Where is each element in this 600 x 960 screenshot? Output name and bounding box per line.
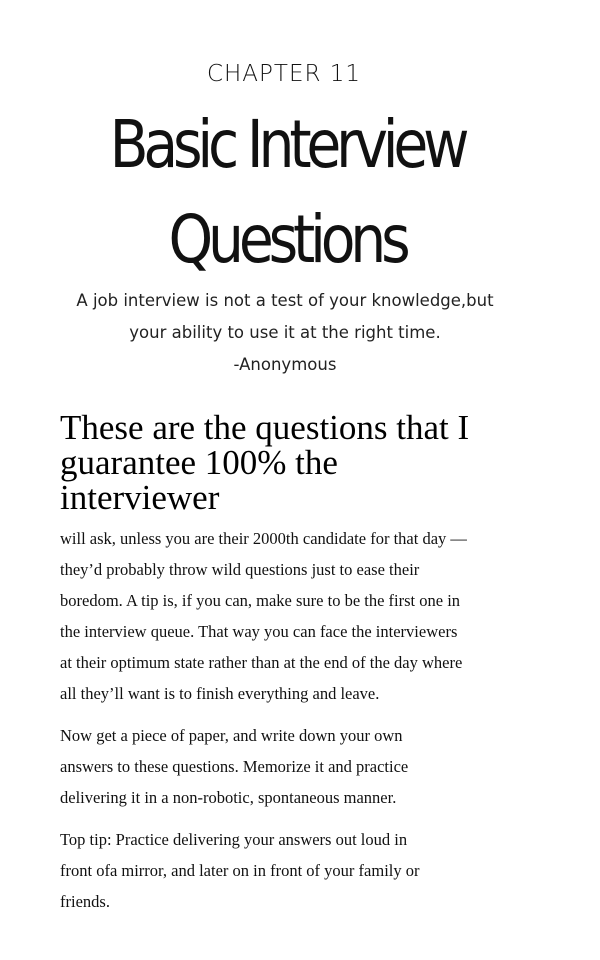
chapter-label: CHAPTER 11	[206, 61, 362, 87]
text-line: front ofa mirror, and later on in front of your family or	[60, 861, 420, 880]
section-heading-line: interviewer	[60, 478, 220, 517]
text-line: Now get a piece of paper, and write down your own	[60, 726, 403, 745]
epigraph-line: your ability to use it at the right time.	[129, 323, 441, 342]
chapter-title	[40, 97, 534, 287]
text-line: they’d probably throw wild questions just to ease their	[60, 560, 420, 579]
body-paragraph-3	[60, 824, 520, 917]
section-heading-line: guarantee 100% the	[60, 443, 338, 482]
section-heading	[60, 410, 520, 515]
text-line: friends.	[60, 892, 110, 911]
body-paragraph-2	[60, 720, 520, 813]
text-line: the interview queue. That way you can face the interviewers	[60, 622, 458, 641]
text-line: answers to these questions. Memorize it and practice	[60, 757, 409, 776]
text-line: Top tip: Practice delivering your answers out loud in	[60, 830, 408, 849]
chapter-title-line: Basic Interview	[109, 106, 465, 183]
text-line: will ask, unless you are their 2000th candidate for that day —	[60, 529, 467, 548]
epigraph-attribution: -Anonymous	[233, 355, 337, 374]
text-line: boredom. A tip is, if you can, make sure to be the first one in	[60, 591, 461, 610]
epigraph-line: A job interview is not a test of your knowledge,but	[76, 291, 494, 310]
section-heading-line: These are the questions that I	[60, 408, 470, 447]
epigraph-quote	[40, 285, 530, 381]
text-line: all they’ll want is to finish everything and leave.	[60, 684, 380, 703]
body-paragraph-1	[60, 523, 520, 709]
chapter-title-line: Questions	[168, 201, 406, 278]
text-line: delivering it in a non-robotic, spontaneous manner.	[60, 788, 397, 807]
text-line: at their optimum state rather than at the end of the day where	[60, 653, 463, 672]
